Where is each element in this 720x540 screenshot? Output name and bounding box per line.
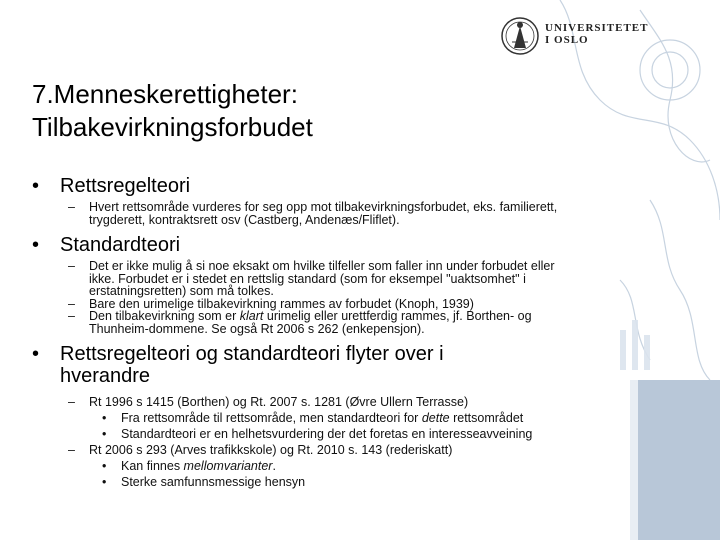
bullet-heading: Rettsregelteori og standardteori flyter over i [60, 343, 444, 365]
dash-icon: – [68, 395, 75, 409]
sub-bullet [30, 201, 630, 226]
sub-bullet-text: Den tilbakevirkning som er klart urimelig eller urettferdig rammes, jf. Borthen- og [89, 309, 532, 323]
bullet-standardteori [30, 234, 630, 256]
sub-bullet [30, 260, 630, 298]
sub-bullet [30, 394, 630, 410]
bullet-icon: • [102, 411, 107, 425]
bullet-icon: • [32, 343, 40, 365]
sub-bullet-text: Bare den urimelige tilbakevirkning rammes av forbudet (Knoph, 1939) [89, 296, 474, 311]
university-name [545, 22, 648, 46]
sub-sub-bullet: • Kan finnes mellomvarianter. [102, 459, 276, 473]
sub-bullet [30, 310, 630, 335]
sub-bullet-text: Rt 2006 s 293 (Arves trafikkskole) og Rt. 2010 s. 143 (rederiskatt) [89, 443, 453, 457]
dash-icon: – [68, 309, 75, 323]
university-name-line1: UNIVERSITETET [545, 22, 649, 34]
dash-icon: – [68, 296, 75, 311]
sub-bullet-text: erstatningsretten) som må tolkes. [89, 284, 274, 298]
sub-sub-bullet: • Sterke samfunnsmessige hensyn [102, 475, 306, 489]
bullet-icon: • [102, 459, 107, 473]
university-name-line2: I OSLO [545, 34, 589, 46]
bullet-icon: • [102, 427, 107, 441]
slide-title [32, 78, 502, 144]
bullet-heading: hverandre [60, 365, 151, 387]
sub-sub-bullet: • Fra rettsområde til rettsområde, men standardteori for dette rettsområdet [102, 411, 524, 425]
bullet-heading: Standardteori [60, 234, 181, 256]
sub-bullet-text: Det er ikke mulig å si noe eksakt om hvilke tilfeller som faller inn under forbudet eller [89, 259, 555, 273]
sub-bullet-text: ikke. Forbudet er i stedet en rettslig standard (som for eksempel "uaktsomhet" i [89, 271, 526, 286]
slide-title-line1: 7.Menneskerettigheter: [32, 79, 298, 109]
slide-title-line2: Tilbakevirkningsforbudet [32, 112, 313, 142]
dash-icon: – [68, 443, 75, 457]
bullet-icon: • [32, 234, 40, 256]
sub-bullet-text: Rt 1996 s 1415 (Borthen) og Rt. 2007 s. 1281 (Øvre Ullern Terrasse) [89, 395, 469, 409]
sub-bullet-text: trygderett, kontraktsrett osv (Castberg, Andenæs/Fliflet). [89, 212, 400, 227]
slide-content [30, 175, 630, 490]
dash-icon: – [68, 200, 75, 214]
university-seal-icon [500, 12, 540, 62]
bullet-rettsregelteori [30, 175, 630, 197]
bullet-icon: • [32, 175, 40, 197]
bullet-heading: Rettsregelteori [60, 175, 191, 197]
sub-bullet-text: Hvert rettsområde vurderes for seg opp mot tilbakevirkningsforbudet, eks. familierett, [89, 200, 558, 214]
university-logo [500, 12, 649, 62]
dash-icon: – [68, 259, 75, 273]
sub-bullet-text: Thunheim-dommene. Se også Rt 2006 s 262 (enkepensjon). [89, 321, 425, 336]
bullet-flyter-over [30, 343, 630, 387]
sub-sub-bullet: • Standardteori er en helhetsvurdering der det foretas en interesseavveining [102, 427, 533, 441]
bullet-icon: • [102, 475, 107, 489]
sub-bullet [30, 442, 630, 458]
